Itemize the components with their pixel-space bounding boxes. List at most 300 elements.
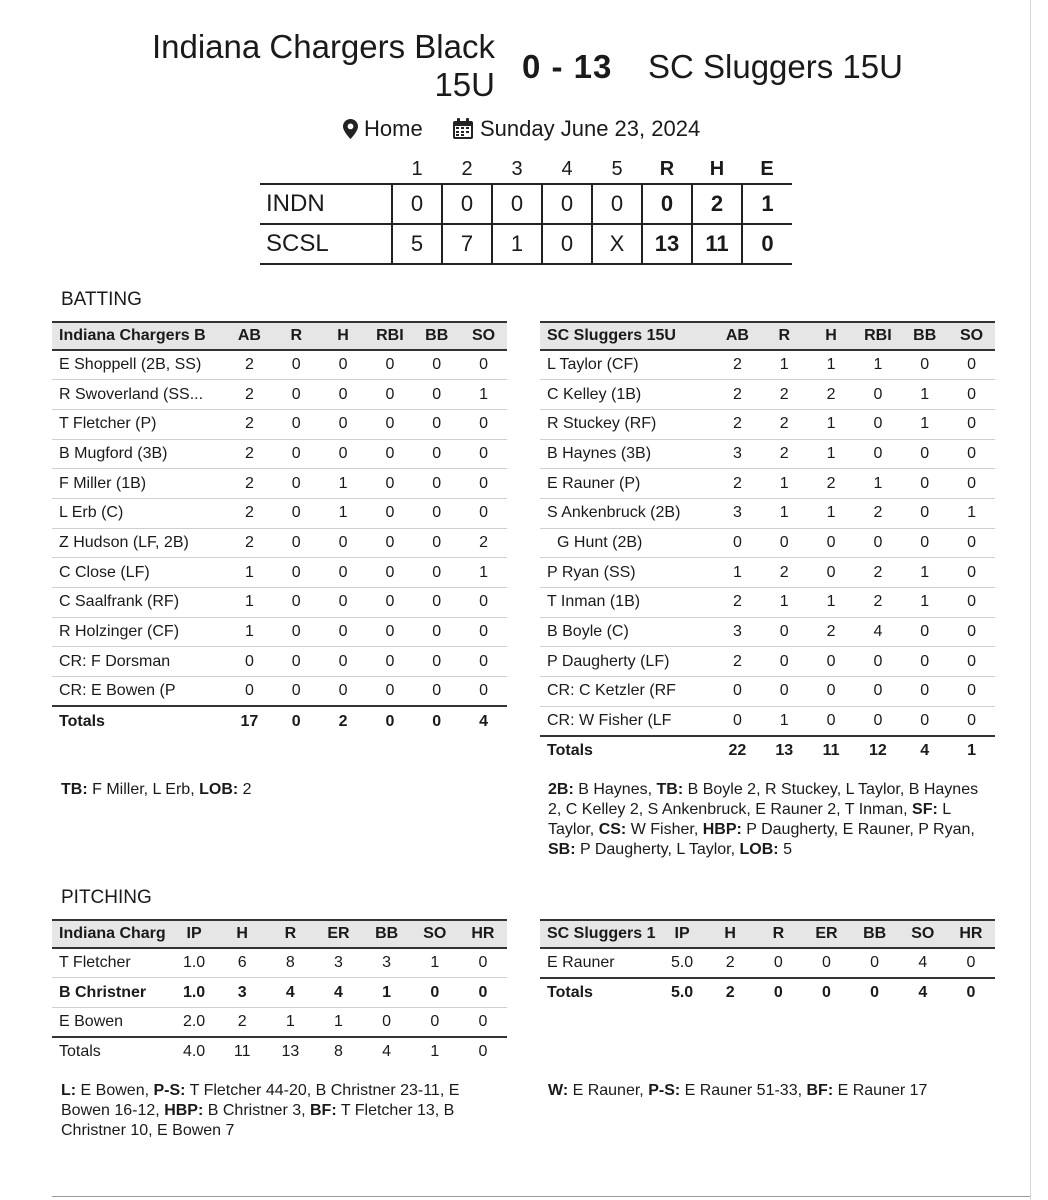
table-row [540,409,995,439]
linescore-cell: 0 [442,184,492,224]
stat-cell: 1 [363,978,411,1008]
stat-cell: 0 [459,978,507,1008]
linescore-hits: 2 [692,184,742,224]
stat-cell: 0 [320,677,367,707]
total-cell: 4 [460,706,507,736]
stat-cell: 0 [413,498,460,528]
linescore-cell: 0 [492,184,542,224]
note-text: P Daugherty, E Rauner, P Ryan, [741,821,975,838]
stat-cell: 0 [854,528,901,558]
linescore-errors: 1 [742,184,792,224]
batting-table-home [540,321,995,766]
batting-notes-away [61,780,501,800]
stat-column-header: R [754,920,802,948]
stat-cell: 0 [460,647,507,677]
stat-cell: 0 [411,978,459,1008]
total-cell: 0 [802,978,850,1008]
stat-cell: 0 [947,948,995,978]
stat-cell: 0 [854,409,901,439]
stat-cell: 2 [714,409,761,439]
stat-cell: 0 [948,647,995,677]
totals-label: Totals [52,1037,170,1067]
stat-cell: 0 [948,409,995,439]
player-name: CR: F Dorsman [52,647,226,677]
stat-cell: 0 [851,948,899,978]
inning-1-header: 1 [411,158,423,180]
table-row [52,677,507,707]
player-name: P Ryan (SS) [540,558,714,588]
stat-cell: 0 [808,558,855,588]
linescore-runs: 13 [642,224,692,264]
home-team-name: SC Sluggers 15U [648,48,903,85]
stat-cell: 0 [948,588,995,618]
stat-cell: 1 [460,380,507,410]
total-cell: 11 [808,736,855,766]
stat-cell: 0 [273,350,320,380]
stat-cell: 1 [714,558,761,588]
table-row [540,558,995,588]
linescore-row-away [260,184,792,224]
table-row [540,380,995,410]
linescore-header [260,156,792,184]
linescore-team: INDN [260,184,392,224]
player-name: L Taylor (CF) [540,350,714,380]
stat-cell: 0 [854,677,901,707]
stat-cell: 2 [854,558,901,588]
stat-cell: 0 [714,706,761,736]
stat-cell: 1 [808,350,855,380]
stat-cell: 2 [714,588,761,618]
stat-cell: 0 [320,588,367,618]
stat-cell: 2 [714,647,761,677]
player-name: C Close (LF) [52,558,226,588]
stat-cell: 0 [808,706,855,736]
stat-cell: 0 [413,617,460,647]
totals-row [540,736,995,766]
pitching-notes-away [61,1081,501,1141]
player-name: E Rauner [540,948,658,978]
stat-cell: 0 [320,439,367,469]
stat-cell: 1 [460,558,507,588]
stat-cell: 2 [761,558,808,588]
stat-cell: 0 [273,588,320,618]
batting-header-row [540,322,995,350]
inning-5-header: 5 [611,158,623,180]
pitching-header-row [540,920,995,948]
stat-column-header: IP [658,920,706,948]
location-label: Home [364,116,423,141]
note-label: SB: [548,841,576,858]
table-row [52,439,507,469]
stat-cell: 0 [854,380,901,410]
player-name: G Hunt (2B) [540,528,714,558]
totals-label: Totals [540,736,714,766]
total-cell: 1 [948,736,995,766]
table-row [52,409,507,439]
stat-cell: 1 [808,498,855,528]
page-edge [1030,0,1031,1200]
stat-cell: 0 [948,380,995,410]
stat-column-header: IP [170,920,218,948]
stat-column-header: BB [363,920,411,948]
stat-cell: 0 [273,469,320,499]
player-name: T Inman (1B) [540,588,714,618]
note-label: L: [61,1082,77,1099]
stat-cell: 0 [460,498,507,528]
table-row [52,647,507,677]
player-name: T Fletcher [52,948,170,978]
note-text: B Haynes, [573,781,657,798]
stat-cell: 0 [320,409,367,439]
stat-cell: 3 [714,498,761,528]
stat-cell: 5.0 [658,948,706,978]
stat-cell: 0 [366,380,413,410]
player-name: E Rauner (P) [540,469,714,499]
stat-cell: 1 [761,350,808,380]
stat-cell: 0 [754,948,802,978]
stat-cell: 0 [366,439,413,469]
stat-cell: 1 [761,469,808,499]
stat-cell: 2 [714,469,761,499]
stat-cell: 2 [761,409,808,439]
stat-column-header: BB [851,920,899,948]
totals-row [540,978,995,1008]
stat-cell: 0 [320,617,367,647]
stat-cell: 1 [226,617,273,647]
stat-cell: 0 [363,1007,411,1037]
bottom-divider [52,1196,1030,1197]
player-name: CR: C Ketzler (RF [540,677,714,707]
stat-cell: 0 [273,498,320,528]
stat-cell: 1 [854,350,901,380]
stat-cell: 1.0 [170,948,218,978]
stat-cell: 2 [226,498,273,528]
stat-cell: 0 [366,409,413,439]
note-label: P-S: [648,1082,681,1099]
player-name: Z Hudson (LF, 2B) [52,528,226,558]
stat-column-header: RBI [854,322,901,350]
team-column-header: Indiana Charg [52,920,170,948]
note-text: T Fletcher 44-20, B Christner 23-11, E Bowen 16-12, [61,1082,460,1119]
stat-column-header: AB [714,322,761,350]
linescore-row-home [260,224,792,264]
stat-cell: 3 [363,948,411,978]
stat-cell: 0 [761,647,808,677]
stat-cell: 0 [273,380,320,410]
stat-cell: 0 [808,677,855,707]
stat-cell: 3 [314,948,362,978]
total-cell: 13 [761,736,808,766]
team-column-header: SC Sluggers 15U [540,322,714,350]
player-name: CR: E Bowen (P [52,677,226,707]
linescore-hits: 11 [692,224,742,264]
stat-cell: 0 [948,350,995,380]
stat-cell: 1 [761,706,808,736]
linescore-cell: 0 [542,184,592,224]
stat-cell: 0 [273,409,320,439]
table-row [52,498,507,528]
stat-cell: 8 [266,948,314,978]
note-label: 2B: [548,781,574,798]
note-label: TB: [61,781,88,798]
total-cell: 13 [266,1037,314,1067]
total-cell: 2 [320,706,367,736]
stat-cell: 0 [273,558,320,588]
stat-cell: 0 [854,439,901,469]
table-row [52,617,507,647]
table-row [540,617,995,647]
stat-column-header: R [761,322,808,350]
note-label: LOB: [739,841,779,858]
hits-header: H [709,158,725,180]
stat-cell: 0 [413,647,460,677]
total-cell: 2 [706,978,754,1008]
table-row [52,558,507,588]
stat-cell: 1.0 [170,978,218,1008]
table-row [52,588,507,618]
stat-cell: 2 [761,439,808,469]
stat-cell: 0 [413,528,460,558]
stat-cell: 0 [460,350,507,380]
pitching-section-title: PITCHING [61,887,152,908]
stat-cell: 1 [314,1007,362,1037]
stat-cell: 0 [366,469,413,499]
batting-section-title: BATTING [61,289,142,310]
stat-cell: 1 [948,498,995,528]
player-name: B Christner [52,978,170,1008]
stat-cell: 2 [226,528,273,558]
table-row [540,350,995,380]
stat-cell: 0 [366,588,413,618]
note-text: E Bowen, [76,1082,154,1099]
stat-column-header: H [218,920,266,948]
stat-cell: 1 [901,409,948,439]
total-cell: 8 [314,1037,362,1067]
table-row [540,528,995,558]
player-name: F Miller (1B) [52,469,226,499]
batting-notes-home [548,780,988,860]
table-row [540,498,995,528]
stat-cell: 2 [226,350,273,380]
stat-column-header: BB [413,322,460,350]
player-name: R Swoverland (SS... [52,380,226,410]
total-cell: 0 [459,1037,507,1067]
stat-cell: 1 [320,498,367,528]
stat-cell: 0 [273,677,320,707]
player-name: S Ankenbruck (2B) [540,498,714,528]
stat-cell: 0 [948,617,995,647]
stat-cell: 1 [901,558,948,588]
stat-cell: 4 [899,948,947,978]
stat-cell: 0 [320,647,367,677]
stat-cell: 0 [714,528,761,558]
stat-cell: 2 [706,948,754,978]
stat-column-header: SO [411,920,459,948]
total-cell: 0 [366,706,413,736]
stat-cell: 6 [218,948,266,978]
total-cell: 12 [854,736,901,766]
stat-cell: 0 [320,558,367,588]
table-row [540,647,995,677]
note-label: P-S: [153,1082,186,1099]
runs-header: R [659,158,675,180]
stat-cell: 0 [854,706,901,736]
stat-cell: 4 [854,617,901,647]
inning-4-header: 4 [561,158,573,180]
stat-cell: 0 [802,948,850,978]
total-cell: 0 [273,706,320,736]
linescore-table [260,156,792,265]
stat-cell: 4 [266,978,314,1008]
table-row [52,978,507,1008]
stat-cell: 2.0 [170,1007,218,1037]
stat-column-header: ER [314,920,362,948]
stat-cell: 1 [901,588,948,618]
note-label: BF: [806,1082,834,1099]
note-label: W: [548,1082,569,1099]
table-row [540,677,995,707]
note-label: TB: [656,781,684,798]
pitching-header-row [52,920,507,948]
table-row [52,948,507,978]
stat-cell: 1 [226,558,273,588]
stat-cell: 2 [460,528,507,558]
player-name: R Holzinger (CF) [52,617,226,647]
stat-cell: 0 [413,350,460,380]
stat-cell: 1 [761,498,808,528]
stat-cell: 2 [226,469,273,499]
stat-cell: 0 [413,380,460,410]
stat-cell: 0 [460,469,507,499]
total-cell: 11 [218,1037,266,1067]
stat-column-header: HR [947,920,995,948]
stat-cell: 0 [808,647,855,677]
stat-cell: 0 [761,677,808,707]
stat-cell: 0 [366,647,413,677]
stat-cell: 1 [901,380,948,410]
stat-cell: 2 [808,617,855,647]
errors-header: E [760,158,774,180]
total-cell: 0 [413,706,460,736]
stat-column-header: SO [899,920,947,948]
stat-cell: 0 [413,409,460,439]
stat-cell: 0 [808,528,855,558]
linescore-cell: 7 [442,224,492,264]
game-date [452,116,700,142]
stat-cell: 2 [226,409,273,439]
stat-cell: 2 [808,380,855,410]
location-pin-icon [343,119,358,139]
total-cell: 17 [226,706,273,736]
stat-cell: 0 [854,647,901,677]
stat-cell: 1 [761,588,808,618]
stat-cell: 0 [320,528,367,558]
player-name: P Daugherty (LF) [540,647,714,677]
stat-column-header: R [266,920,314,948]
table-row [540,439,995,469]
batting-table-away [52,321,507,736]
stat-cell: 0 [761,617,808,647]
stat-cell: 2 [761,380,808,410]
linescore-cell: 0 [542,224,592,264]
stat-cell: 3 [714,439,761,469]
total-cell: 1 [411,1037,459,1067]
stat-column-header: H [320,322,367,350]
player-name: R Stuckey (RF) [540,409,714,439]
player-name: E Bowen [52,1007,170,1037]
player-name: L Erb (C) [52,498,226,528]
stat-cell: 0 [320,350,367,380]
linescore-cell: 0 [392,184,442,224]
stat-cell: 0 [714,677,761,707]
stat-cell: 0 [901,469,948,499]
note-text: 2 [238,781,252,798]
stat-cell: 0 [948,469,995,499]
stat-cell: 0 [366,528,413,558]
stat-cell: 0 [413,439,460,469]
player-name: B Mugford (3B) [52,439,226,469]
stat-cell: 0 [273,528,320,558]
stat-cell: 0 [948,439,995,469]
table-row [540,588,995,618]
total-cell: 4 [363,1037,411,1067]
stat-cell: 0 [901,706,948,736]
totals-label: Totals [540,978,658,1008]
player-name: CR: W Fisher (LF [540,706,714,736]
note-text: T Fletcher 13, B Christner 10, E Bowen 7 [61,1102,455,1139]
stat-column-header: HR [459,920,507,948]
stat-cell: 1 [411,948,459,978]
stat-column-header: H [706,920,754,948]
total-cell: 22 [714,736,761,766]
stat-cell: 2 [808,469,855,499]
stat-cell: 0 [901,498,948,528]
player-name: E Shoppell (2B, SS) [52,350,226,380]
note-text: L Taylor, [548,801,951,838]
stat-cell: 0 [366,558,413,588]
away-team-name: Indiana Chargers Black 15U [151,28,495,103]
stat-cell: 0 [413,469,460,499]
linescore-errors: 0 [742,224,792,264]
note-text: P Daugherty, L Taylor, [575,841,740,858]
stat-column-header: ER [802,920,850,948]
stat-cell: 0 [411,1007,459,1037]
inning-3-header: 3 [511,158,523,180]
note-text: E Rauner 17 [833,1082,928,1099]
stat-cell: 0 [901,617,948,647]
stat-cell: 0 [901,528,948,558]
stat-cell: 0 [460,409,507,439]
totals-row [52,1037,507,1067]
stat-column-header: RBI [366,322,413,350]
table-row [540,948,995,978]
player-name: C Kelley (1B) [540,380,714,410]
stat-cell: 0 [413,588,460,618]
final-score: 0 - 13 [522,48,613,85]
stat-cell: 0 [459,948,507,978]
stat-cell: 1 [808,409,855,439]
stat-cell: 0 [459,1007,507,1037]
stat-cell: 0 [226,677,273,707]
stat-cell: 0 [413,677,460,707]
stat-cell: 1 [808,588,855,618]
location [343,116,423,142]
stat-column-header: H [808,322,855,350]
stat-cell: 0 [948,677,995,707]
table-row [52,380,507,410]
totals-label: Totals [52,706,226,736]
table-row [52,350,507,380]
